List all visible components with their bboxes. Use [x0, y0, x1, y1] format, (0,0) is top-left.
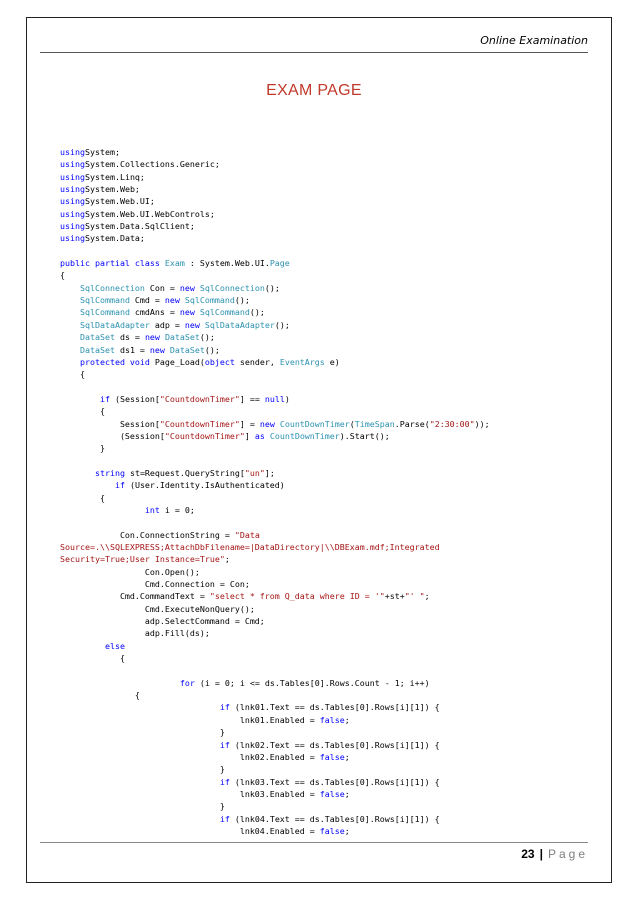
code-token: System; [84, 147, 120, 157]
code-line [60, 331, 600, 343]
code-token: "CountdownTimer" [159, 393, 240, 404]
code-listing [60, 146, 600, 837]
code-token: Cmd.CommandText = [60, 591, 210, 602]
code-line [60, 257, 600, 269]
code-token [60, 357, 80, 367]
code-token: { [60, 406, 105, 417]
code-token: ; [344, 825, 350, 836]
code-token: using [60, 221, 85, 232]
code-token: ; [424, 591, 430, 602]
code-token: SqlDataAdapter [204, 319, 275, 330]
code-line [60, 418, 600, 430]
code-line [60, 208, 600, 220]
code-line [60, 652, 600, 664]
code-token: if [219, 702, 230, 713]
code-token: object [204, 356, 235, 367]
code-token: )); [474, 418, 490, 429]
code-token: SqlCommand [199, 307, 250, 318]
code-token: Source=.\\SQLEXPRESS;AttachDbFilename=|DataDirectory|\\DBExam.mdf;Integrated [60, 542, 440, 552]
code-token: using [60, 196, 85, 207]
code-line [60, 788, 600, 800]
code-token: ( [349, 418, 355, 429]
code-token: protected void [79, 356, 150, 367]
code-token: (lnk03.Text == ds.Tables[0].Rows[i][1]) { [229, 776, 440, 787]
code-line [60, 590, 600, 602]
code-line [60, 677, 600, 689]
code-token: if [114, 480, 125, 491]
code-token: ).Start(); [339, 430, 390, 441]
code-token: lnk01.Enabled = [60, 714, 320, 725]
code-token: false [319, 714, 345, 725]
code-token: (); [234, 295, 250, 306]
code-line [60, 319, 600, 331]
code-line [60, 405, 600, 417]
code-token: new [164, 295, 180, 306]
code-token: Cmd.ExecuteNonQuery(); [60, 603, 255, 614]
code-line [60, 751, 600, 763]
code-token: (lnk02.Text == ds.Tables[0].Rows[i][1]) { [229, 739, 440, 750]
code-token: System.Collections.Generic; [84, 159, 220, 170]
code-token: ] = [239, 418, 260, 429]
code-token: using [60, 208, 85, 219]
code-line [60, 516, 600, 528]
code-line [60, 381, 600, 393]
code-token: new [144, 332, 160, 343]
code-token: "select * from Q_data where ID = '" [209, 591, 385, 602]
code-token: Session[ [60, 418, 160, 429]
code-token: false [319, 788, 345, 799]
code-token [60, 702, 220, 712]
code-token [60, 307, 80, 317]
code-token: lnk02.Enabled = [60, 751, 320, 762]
code-token: ) [284, 393, 290, 404]
code-token: System.Data; [84, 233, 145, 244]
code-token: sender, [234, 356, 280, 367]
code-token: System.Web; [84, 184, 140, 195]
code-token: { [60, 270, 65, 281]
code-token: Con = [144, 282, 180, 293]
code-token: SqlConnection [79, 282, 145, 293]
code-token [60, 641, 105, 651]
code-line [60, 627, 600, 639]
code-line [60, 776, 600, 788]
code-token: SqlDataAdapter [79, 319, 150, 330]
code-token: } [60, 443, 105, 454]
code-token: Cmd = [129, 295, 165, 306]
code-token: else [104, 640, 125, 651]
code-token: new [149, 344, 165, 355]
code-token [60, 505, 145, 515]
code-token: adp.SelectCommand = Cmd; [60, 616, 265, 627]
code-token: DataSet [164, 332, 200, 343]
code-token: using [60, 147, 85, 157]
code-line [60, 825, 600, 837]
code-line [60, 269, 600, 281]
code-token: (); [204, 344, 220, 355]
code-line [60, 800, 600, 812]
code-line [60, 220, 600, 232]
code-token: public partial class [60, 258, 160, 269]
code-token: "2:30:00" [429, 418, 475, 429]
code-token: } [60, 727, 225, 738]
code-token: CountDownTimer [279, 418, 350, 429]
code-token: Exam [164, 258, 185, 269]
code-token: ; [344, 751, 350, 762]
code-line [60, 726, 600, 738]
code-line [60, 479, 600, 491]
code-token: { [60, 653, 125, 664]
code-line [60, 158, 600, 170]
code-token [60, 777, 220, 787]
code-token: "un" [244, 467, 265, 478]
code-line [60, 714, 600, 726]
code-token: new [179, 307, 195, 318]
code-token: Cmd.Connection = Con; [60, 579, 250, 590]
code-line [60, 689, 600, 701]
code-token: SqlConnection [199, 282, 265, 293]
code-token: new [259, 418, 275, 429]
code-token: (lnk01.Text == ds.Tables[0].Rows[i][1]) { [229, 702, 440, 713]
code-line [60, 282, 600, 294]
code-line [60, 195, 600, 207]
code-line [60, 294, 600, 306]
code-token [60, 345, 80, 355]
page-title: EXAM PAGE [266, 82, 362, 99]
code-line [60, 467, 600, 479]
code-token: for [179, 677, 195, 688]
code-line [60, 603, 600, 615]
code-token: if [219, 813, 230, 824]
code-line [60, 146, 600, 158]
code-line [60, 813, 600, 825]
code-token: System.Linq; [84, 171, 145, 182]
code-token: using [60, 184, 85, 195]
code-token: (lnk04.Text == ds.Tables[0].Rows[i][1]) { [229, 813, 440, 824]
code-line [60, 529, 600, 541]
code-token: Page_Load( [149, 356, 205, 367]
code-token [60, 394, 100, 404]
code-token: adp = [149, 319, 185, 330]
code-token: ; [344, 788, 350, 799]
code-token: "CountdownTimer" [159, 418, 240, 429]
code-token: using [60, 159, 85, 170]
code-token: ; [344, 714, 350, 725]
code-line [60, 356, 600, 368]
code-token: e) [324, 356, 340, 367]
code-token: if [219, 776, 230, 787]
code-token [60, 468, 95, 478]
code-line [60, 455, 600, 467]
code-line [60, 553, 600, 565]
code-token: lnk04.Enabled = [60, 825, 320, 836]
code-token [60, 332, 80, 342]
code-token: EventArgs [279, 356, 325, 367]
code-token: (); [199, 332, 215, 343]
code-token: SqlCommand [79, 295, 130, 306]
code-line [60, 701, 600, 713]
code-line [60, 492, 600, 504]
code-token: int [144, 504, 160, 515]
code-line [60, 344, 600, 356]
code-token: { [60, 492, 105, 503]
code-token: new [179, 282, 195, 293]
code-line [60, 171, 600, 183]
page-footer [40, 847, 588, 861]
code-line [60, 566, 600, 578]
code-line [60, 430, 600, 442]
code-token: (Session[ [60, 430, 165, 441]
code-token: st=Request.QueryString[ [124, 467, 245, 478]
code-line [60, 541, 600, 553]
code-token: DataSet [79, 344, 115, 355]
code-token: null [264, 393, 285, 404]
code-line [60, 393, 600, 405]
code-token: if [99, 393, 110, 404]
code-token: ] == [239, 393, 265, 404]
code-token: System.Web.UI.WebControls; [84, 208, 215, 219]
code-token: string [94, 467, 125, 478]
code-token: { [60, 369, 85, 380]
code-line [60, 615, 600, 627]
code-token: (i = 0; i <= ds.Tables[0].Rows.Count - 1; i++) [194, 677, 430, 688]
code-token: +st+ [384, 591, 405, 602]
code-token: TimeSpan [354, 418, 395, 429]
code-token [60, 740, 220, 750]
code-token: Con.ConnectionString = [60, 529, 235, 540]
code-token: System.Web.UI; [84, 196, 155, 207]
code-token: ds = [114, 332, 145, 343]
code-line [60, 442, 600, 454]
code-token: i = 0; [159, 504, 195, 515]
code-token: "' " [404, 591, 425, 602]
code-token [60, 678, 180, 688]
code-token: : System.Web.UI. [184, 258, 270, 269]
code-token: cmdAns = [129, 307, 180, 318]
code-line [60, 640, 600, 652]
code-token [60, 480, 115, 490]
header-rule [40, 52, 588, 53]
code-token: } [60, 764, 225, 775]
code-token [60, 814, 220, 824]
code-token: (); [249, 307, 265, 318]
code-token: using [60, 171, 85, 182]
code-line [60, 763, 600, 775]
code-token: Page [269, 258, 290, 269]
code-token: { [60, 690, 140, 701]
code-token: as [254, 430, 265, 441]
code-token: ; [224, 554, 230, 565]
code-line [60, 664, 600, 676]
code-line [60, 232, 600, 244]
code-token: CountDownTimer [269, 430, 340, 441]
code-token: Con.Open(); [60, 566, 200, 577]
code-token: "Data [234, 529, 260, 540]
code-token [60, 283, 80, 293]
code-token: false [319, 825, 345, 836]
code-token: (User.Identity.IsAuthenticated) [124, 480, 285, 491]
code-token: ds1 = [114, 344, 150, 355]
code-token: (); [274, 319, 290, 330]
code-line [60, 739, 600, 751]
code-line [60, 306, 600, 318]
code-token: } [60, 801, 225, 812]
code-line [60, 183, 600, 195]
footer-separator: | [539, 847, 543, 861]
code-token: adp.Fill(ds); [60, 628, 210, 639]
code-line [60, 245, 600, 257]
code-token: lnk03.Enabled = [60, 788, 320, 799]
code-token: "CountdownTimer" [164, 430, 245, 441]
code-token: ]; [264, 467, 275, 478]
page-label: Page [547, 847, 588, 861]
code-line [60, 578, 600, 590]
page-number: 23 [521, 847, 535, 861]
code-token: .Parse( [394, 418, 430, 429]
code-token: if [219, 739, 230, 750]
code-token: System.Data.SqlClient; [84, 221, 195, 232]
code-token: (); [264, 282, 280, 293]
code-token: Security=True;User Instance=True" [60, 554, 225, 565]
code-token: SqlCommand [184, 295, 235, 306]
code-token: (Session[ [109, 393, 160, 404]
code-line [60, 368, 600, 380]
code-token: new [184, 319, 200, 330]
code-token: SqlCommand [79, 307, 130, 318]
footer-rule [40, 842, 588, 843]
code-token: ] [244, 430, 255, 441]
code-token [60, 295, 80, 305]
code-token: DataSet [169, 344, 205, 355]
code-token: DataSet [79, 332, 115, 343]
code-line [60, 504, 600, 516]
code-token [60, 320, 80, 330]
running-header: Online Examination [480, 34, 588, 47]
code-token: using [60, 233, 85, 244]
code-token: false [319, 751, 345, 762]
